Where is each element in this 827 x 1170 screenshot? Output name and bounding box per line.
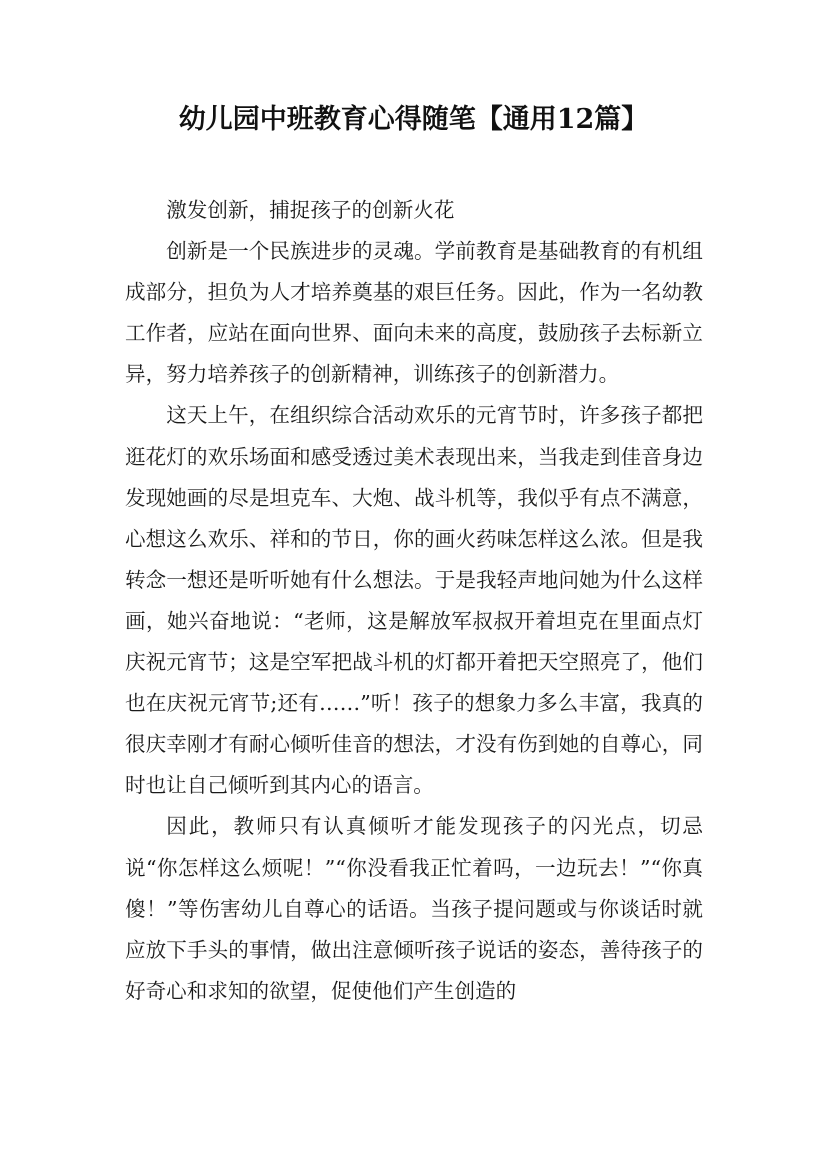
paragraph: 因此，教师只有认真倾听才能发现孩子的闪光点，切忌说“你怎样这么烦呢！”“你没看我正忙着吗，一边玩去！”“你真傻！”等伤害幼儿自尊心的话语。当孩子提问题或与你谈话时就应放下手头的事情，做出注意倾听孩子说话的姿态，善待孩子的好奇心和求知的欲望，促使他们产生创造的 xyxy=(125,814,703,1003)
document-body xyxy=(125,190,703,1012)
paragraph-heading: 激发创新，捕捉孩子的创新火花 xyxy=(166,198,455,222)
paragraph: 这天上午，在组织综合活动欢乐的元宵节时，许多孩子都把逛花灯的欢乐场面和感受透过美术表现出来，当我走到佳音身边发现她画的尽是坦克车、大炮、战斗机等，我似乎有点不满意，心想这么欢乐、祥和的节日，你的画火药味怎样这么浓。但是我转念一想还是听听她有什么想法。于是我轻声地问她为什么这样画，她兴奋地说：“老师，这是解放军叔叔开着坦克在里面点灯庆祝元宵节；这是空军把战斗机的灯都开着把天空照亮了，他们也在庆祝元宵节;还有……”听！孩子的想象力多么丰富，我真的很庆幸刚才有耐心倾听佳音的想法，才没有伤到她的自尊心，同时也让自己倾听到其内心的语言。 xyxy=(125,403,703,798)
paragraph: 创新是一个民族进步的灵魂。学前教育是基础教育的有机组成部分，担负为人才培养奠基的艰巨任务。因此，作为一名幼教工作者，应站在面向世界、面向未来的高度，鼓励孩子去标新立异，努力培养孩子的创新精神，训练孩子的创新潜力。 xyxy=(125,239,703,387)
document-title: 幼儿园中班教育心得随笔【通用12篇】 xyxy=(178,104,649,135)
